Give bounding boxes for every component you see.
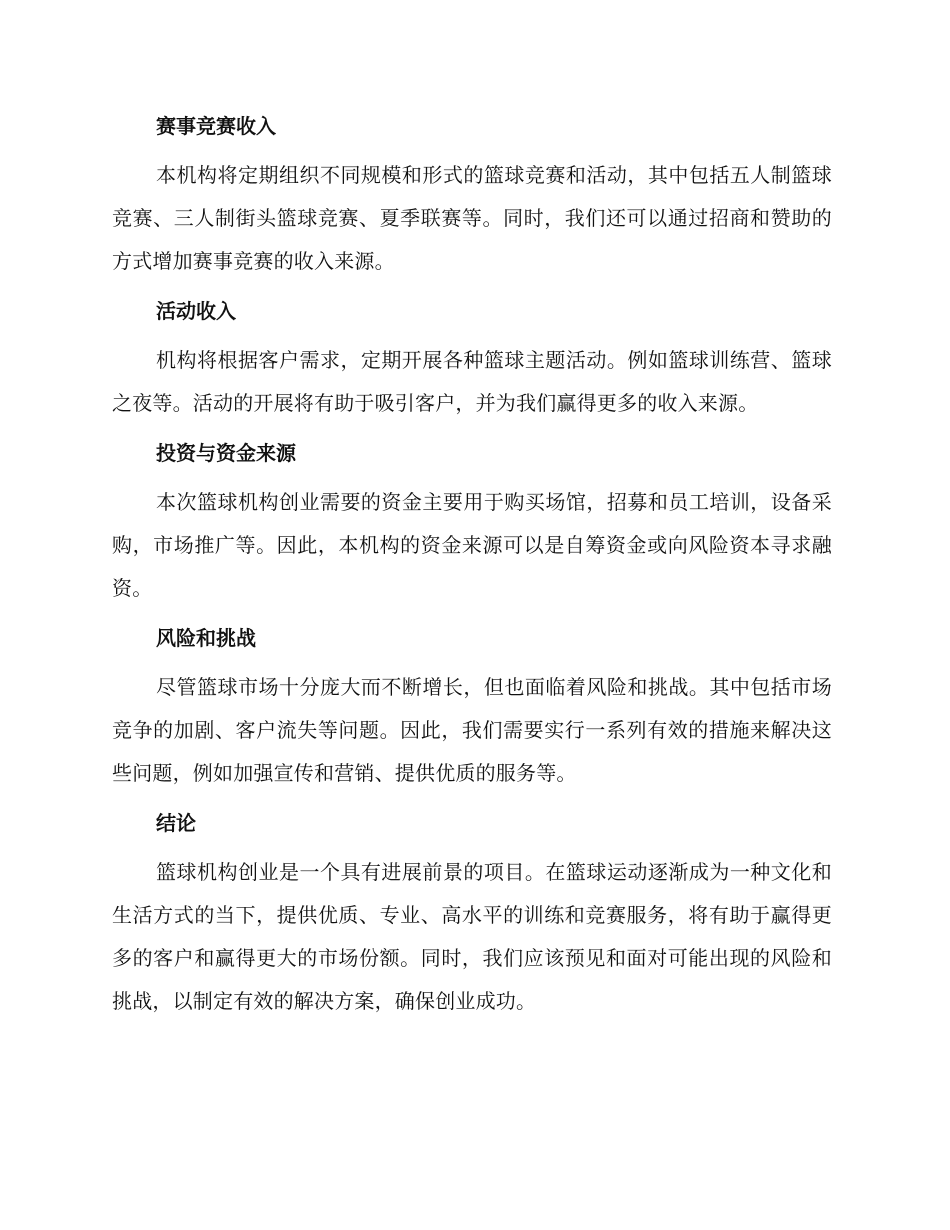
section-paragraph: 本次篮球机构创业需要的资金主要用于购买场馆，招募和员工培训，设备采购，市场推广等。因此，本机构的资金来源可以是自筹资金或向风险资本寻求融资。	[112, 490, 832, 600]
section-event-revenue	[112, 104, 832, 283]
document-body	[112, 104, 832, 1025]
section-paragraph: 本机构将定期组织不同规模和形式的篮球竞赛和活动，其中包括五人制篮球竞赛、三人制街头篮球竞赛、夏季联赛等。同时，我们还可以通过招商和赞助的方式增加赛事竞赛的收入来源。	[112, 163, 832, 273]
section-paragraph: 篮球机构创业是一个具有进展前景的项目。在篮球运动逐渐成为一种文化和生活方式的当下，提供优质、专业、高水平的训练和竞赛服务，将有助于赢得更多的客户和赢得更大的市场份额。同时，我们应该预见和面对可能出现的风险和挑战，以制定有效的解决方案，确保创业成功。	[112, 860, 832, 1013]
section-paragraph: 机构将根据客户需求，定期开展各种篮球主题活动。例如篮球训练营、篮球之夜等。活动的开展将有助于吸引客户，并为我们赢得更多的收入来源。	[112, 348, 832, 415]
section-heading: 活动收入	[156, 299, 236, 323]
section-heading: 结论	[156, 811, 196, 835]
section-heading: 风险和挑战	[156, 626, 256, 650]
section-investment-funding	[112, 431, 832, 610]
section-heading: 投资与资金来源	[156, 441, 296, 465]
section-paragraph: 尽管篮球市场十分庞大而不断增长，但也面临着风险和挑战。其中包括市场竞争的加剧、客户流失等问题。因此，我们需要实行一系列有效的措施来解决这些问题，例如加强宣传和营销、提供优质的服务等。	[112, 675, 832, 785]
section-conclusion	[112, 801, 832, 1023]
section-risks-challenges	[112, 616, 832, 795]
section-activity-revenue	[112, 289, 832, 425]
section-heading: 赛事竞赛收入	[156, 114, 276, 138]
